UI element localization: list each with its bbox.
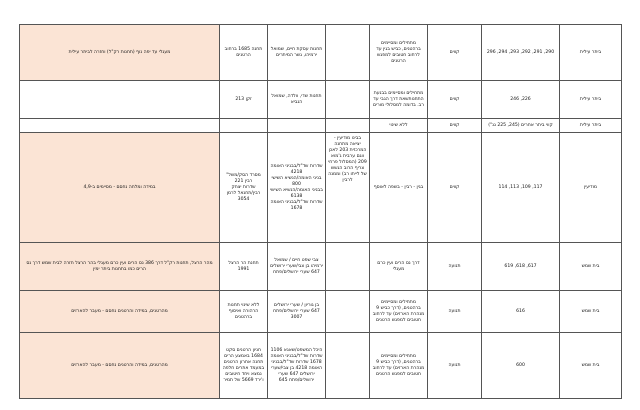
notes-text: במידה ומלחה נחסם - מסיימים ב-4,9 — [83, 184, 156, 190]
route-c-text: צבי שפט חיים / שמואל ירמיהו בן צבי/שערי ירושלים 647 שערי ירושלים/פתח — [270, 257, 323, 275]
route-b-text: בבינו מודיעין - יציאה מתחנה המרכזית 203 לאכן ווגם ערבית ג'מוא 209 (המסלול פרחי צריף הרוב הגשש של לייתו רב) וממנה לרבין — [328, 136, 367, 183]
line-numbers-cell — [482, 25, 560, 81]
route-c-text: תחנות שדי, וולדה, שמואל הנביא — [271, 93, 322, 105]
notes-text: מהר הרצל, תחנות רק"ל דרך 386 נס הרים ועין כרם מעגלי בהר הרצל חזרה לבית שמש דרך נס הרים כמו בתחנות ביתר ימין — [26, 260, 213, 272]
city-text: ביתר עילית — [579, 49, 602, 55]
action-text: קווים — [449, 122, 460, 128]
table-row — [20, 291, 622, 333]
route-d-cell — [220, 25, 268, 81]
route-b-cell — [326, 119, 370, 133]
line-numbers-text: 226, 246 — [510, 96, 531, 102]
route-d-cell — [220, 333, 268, 399]
action-cell — [428, 81, 482, 119]
route-a-cell — [370, 133, 428, 243]
action-cell — [428, 25, 482, 81]
route-d-text: ללא שינוי תחנות הרהורה ואיסוף ברהטנים — [227, 302, 260, 320]
route-c-cell — [268, 25, 326, 81]
route-a-text: מתחילים ומסיימים ברהטנים, (דרך כביש 9 מנהרת הארזים) עד לרחוב חטובים למפגש הרטנים — [372, 299, 425, 323]
route-d-text: תחנה 1685 ברחוב הרטנים — [224, 46, 263, 58]
route-a-text: מתחילים ומסיימים בבנעת התחנותשאת דרך הגבי עד רב. בדומה למסלולי מורים — [373, 90, 424, 108]
notes-cell — [20, 133, 220, 243]
table-row — [20, 243, 622, 291]
line-numbers-cell — [482, 333, 560, 399]
route-b-cell — [326, 333, 370, 399]
notes-cell — [20, 243, 220, 291]
city-text: ביתר עילית — [579, 122, 602, 128]
action-cell — [428, 133, 482, 243]
action-cell — [428, 291, 482, 333]
route-a-text: מתחילים ומסיימים ברהטנים, כביש בגין עד לרחוב חטובים למפגש הרטנים — [376, 40, 421, 64]
route-b-cell — [326, 81, 370, 119]
line-numbers-text: קווי ביתר אחרים (245, 225 גנ") — [488, 122, 553, 128]
notes-cell — [20, 333, 220, 399]
notes-cell — [20, 119, 220, 133]
route-d-cell — [220, 81, 268, 119]
route-c-text: בן גוריון / שערי ירושלים 647 שערי ירושלים/פתח 3007 — [273, 302, 320, 320]
route-b-cell — [326, 291, 370, 333]
action-cell — [428, 333, 482, 399]
route-d-text: זקן 213 — [235, 96, 252, 102]
table-row — [20, 119, 622, 133]
route-d-cell — [220, 291, 268, 333]
route-a-cell — [370, 119, 428, 133]
city-cell — [560, 133, 622, 243]
route-c-cell — [268, 133, 326, 243]
line-numbers-text: 117, 109, 113, 114 — [498, 184, 543, 190]
action-cell — [428, 119, 482, 133]
line-numbers-text: 290, 291, 292, 293, 294, 296 — [486, 49, 555, 55]
action-text: תנועה — [448, 263, 461, 269]
routes-table — [19, 24, 622, 399]
action-text: תנועה — [448, 362, 461, 368]
city-cell — [560, 25, 622, 81]
route-a-text: מתחילים ומסיימים ברהטנים, (דרך כביש 9 מנהרת הארזים) עד לרחוב חטובים למפגש הרטנים — [372, 353, 425, 377]
city-text: בית שמש — [581, 362, 600, 368]
route-d-cell — [220, 133, 268, 243]
route-a-cell — [370, 25, 428, 81]
route-a-text: דרך נס הרים ועין כרם מעגלי — [377, 260, 420, 272]
city-text: ביתר עילית — [579, 96, 602, 102]
table-row — [20, 333, 622, 399]
route-c-cell — [268, 81, 326, 119]
city-cell — [560, 81, 622, 119]
line-numbers-cell — [482, 243, 560, 291]
action-cell — [428, 243, 482, 291]
route-a-text: בגין - רבין - בשפה לאוסף — [373, 184, 424, 190]
line-numbers-cell — [482, 133, 560, 243]
city-cell — [560, 291, 622, 333]
action-text: קווים — [449, 96, 460, 102]
route-d-text: חניון הרטנים סקט 1684 באמצע הרים תחנה אחרון הרטנים במעמד אתרים חלפה נמצא ויחד חיטובים ו'ירד 5669 של תמיר — [222, 347, 265, 383]
route-c-text: היכל המשפט/שאגא 1106 שדרות שד"ל/בבניני האומה 1678 שדרות שד"ל/בבניני האומה 4218 בן צבי/שערי ירושלים 647 שערי ירושלים/פתח 645 — [270, 347, 323, 383]
route-b-cell — [326, 25, 370, 81]
notes-cell — [20, 25, 220, 81]
line-numbers-text: 600 — [516, 362, 525, 368]
city-cell — [560, 243, 622, 291]
route-c-text: שדרות שד"ל/בבניני האומה 4218 בניני האומה/הנשיא השישי 800 בבניני האומה/הנשיא השישי 6138 שדרות שד"ל/בבניני האומה 1678 — [270, 163, 323, 211]
city-text: מודיעין — [583, 184, 598, 190]
notes-text: מעגלי עד יפה נוף (תחנות רק"ל) וחזרה לביתר עילית — [68, 49, 171, 55]
notes-text: מהרטנים, במידה והרטנים נחסם - מעבר להארזים — [71, 362, 168, 368]
line-numbers-cell — [482, 119, 560, 133]
route-a-cell — [370, 243, 428, 291]
city-cell — [560, 333, 622, 399]
route-d-cell — [220, 119, 268, 133]
table-row — [20, 81, 622, 119]
table-row — [20, 133, 622, 243]
line-numbers-text: 617, 618, 619 — [504, 263, 537, 269]
route-b-cell — [326, 243, 370, 291]
route-d-text: מסרד הסק/משל" רבין 221 שדרות יצחק רבין/תחנאל לרמן 3054 — [226, 172, 261, 202]
notes-cell — [20, 291, 220, 333]
notes-cell — [20, 81, 220, 119]
route-a-cell — [370, 81, 428, 119]
route-c-cell — [268, 243, 326, 291]
line-numbers-cell — [482, 291, 560, 333]
route-a-text: ללא שינוי — [389, 122, 408, 128]
route-d-text: תחנת הר הרצל 1991 — [228, 260, 259, 272]
notes-text: מהרטנים, במידה והרטנים נחסם - מעבר להארזים — [71, 308, 168, 314]
route-a-cell — [370, 333, 428, 399]
line-numbers-text: 616 — [516, 308, 525, 314]
route-c-cell — [268, 119, 326, 133]
route-c-cell — [268, 291, 326, 333]
action-text: קווים — [449, 184, 460, 190]
city-text: בית שמש — [581, 263, 600, 269]
route-c-text: תחנות עסקת חיים, שמואל ירמיהו, גשר המיתרים — [270, 46, 323, 58]
table-row — [20, 25, 622, 81]
action-text: תנועה — [448, 308, 461, 314]
action-text: קווים — [449, 49, 460, 55]
route-d-cell — [220, 243, 268, 291]
line-numbers-cell — [482, 81, 560, 119]
route-b-cell — [326, 133, 370, 243]
route-c-cell — [268, 333, 326, 399]
city-cell — [560, 119, 622, 133]
route-a-cell — [370, 291, 428, 333]
city-text: בית שמש — [581, 308, 600, 314]
